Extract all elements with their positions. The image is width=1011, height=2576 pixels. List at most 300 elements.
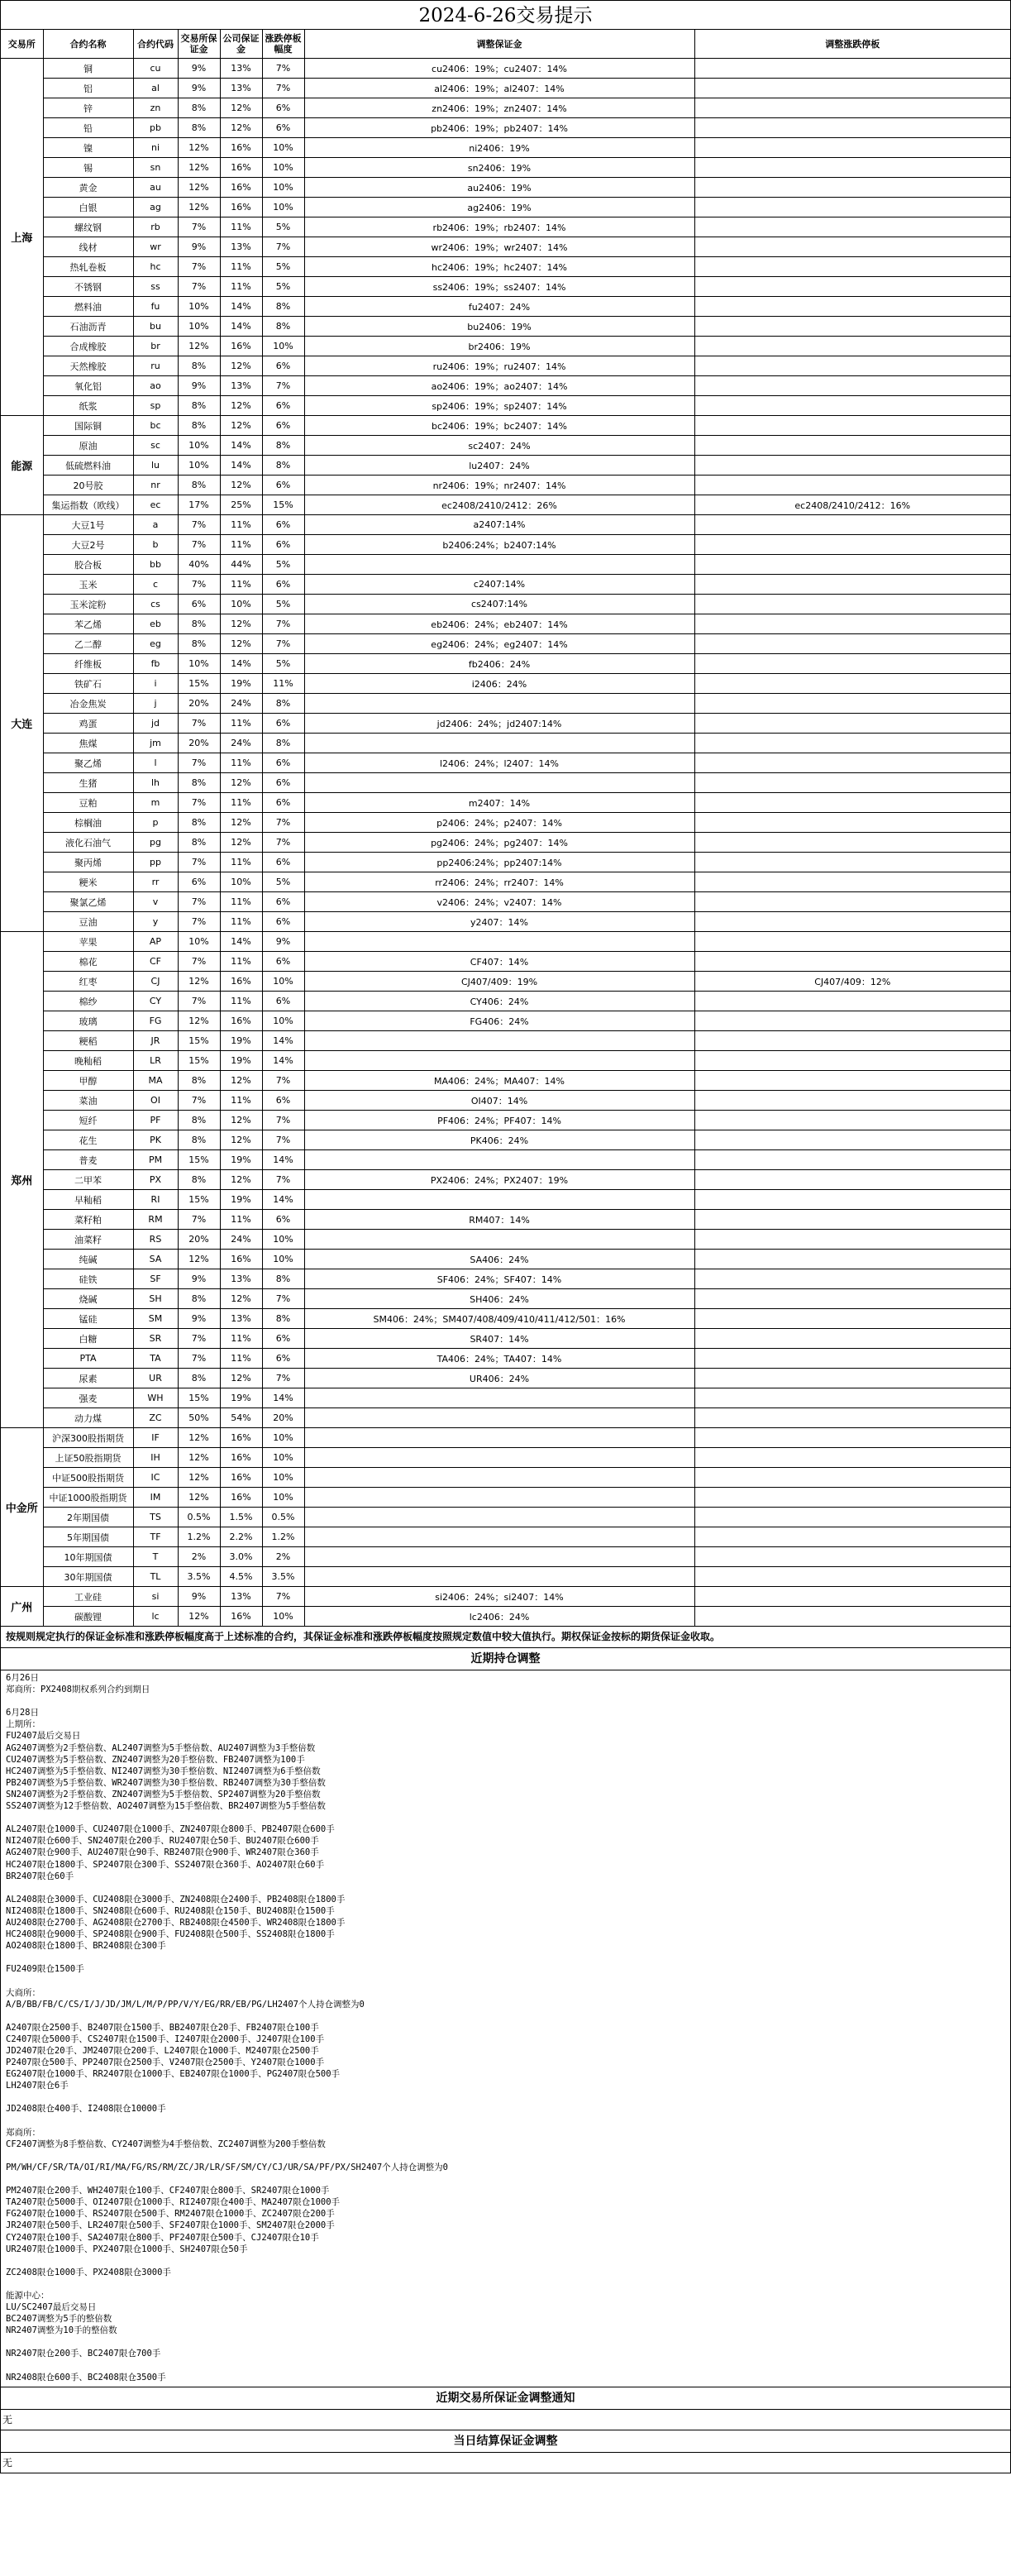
- exchange-margin-cell: 8%: [178, 476, 220, 495]
- contract-name-cell: 集运指数（欧线）: [43, 495, 133, 515]
- limit-range-cell: 10%: [262, 1448, 304, 1468]
- adjusted-limit-cell: [694, 773, 1010, 793]
- company-margin-cell: 10%: [220, 872, 262, 892]
- limit-range-cell: 8%: [262, 297, 304, 317]
- table-row: [1, 793, 1010, 813]
- adjusted-limit-cell: [694, 952, 1010, 972]
- adjusted-margin-cell: CY406：24%: [304, 992, 694, 1011]
- adjusted-margin-cell: [304, 1230, 694, 1250]
- limit-range-cell: 10%: [262, 1011, 304, 1031]
- adjusted-margin-cell: [304, 773, 694, 793]
- contract-name-cell: 花生: [43, 1130, 133, 1150]
- limit-range-cell: 6%: [262, 396, 304, 416]
- adjusted-limit-cell: [694, 694, 1010, 714]
- adjusted-margin-cell: lc2406：24%: [304, 1607, 694, 1627]
- adjusted-limit-cell: [694, 1289, 1010, 1309]
- adjusted-margin-cell: PK406：24%: [304, 1130, 694, 1150]
- limit-range-cell: 7%: [262, 1289, 304, 1309]
- contract-name-cell: 晚籼稻: [43, 1051, 133, 1071]
- adjusted-limit-cell: [694, 1210, 1010, 1230]
- adjusted-margin-cell: fu2407：24%: [304, 297, 694, 317]
- company-margin-cell: 16%: [220, 1488, 262, 1508]
- notice-line: FU2407最后交易日: [6, 1731, 81, 1742]
- adjusted-margin-cell: [304, 932, 694, 952]
- contract-name-cell: 普麦: [43, 1150, 133, 1170]
- contract-name-cell: 粳稻: [43, 1031, 133, 1051]
- adjusted-limit-cell: [694, 1369, 1010, 1388]
- limit-range-cell: 10%: [262, 198, 304, 217]
- adjusted-margin-cell: [304, 1051, 694, 1071]
- limit-range-cell: 6%: [262, 535, 304, 555]
- contract-name-cell: 粳米: [43, 872, 133, 892]
- company-margin-cell: 12%: [220, 773, 262, 793]
- company-margin-cell: 12%: [220, 1289, 262, 1309]
- contract-code-cell: JR: [133, 1031, 178, 1051]
- exchange-margin-cell: 8%: [178, 1170, 220, 1190]
- contract-name-cell: 纯碱: [43, 1250, 133, 1269]
- company-margin-cell: 11%: [220, 515, 262, 535]
- exchange-margin-cell: 15%: [178, 1051, 220, 1071]
- company-margin-cell: 16%: [220, 1250, 262, 1269]
- limit-range-cell: 5%: [262, 654, 304, 674]
- contract-code-cell: OI: [133, 1091, 178, 1111]
- contract-code-cell: TA: [133, 1349, 178, 1369]
- margin-notice-title: 近期交易所保证金调整通知: [1, 2387, 1010, 2410]
- company-margin-cell: 14%: [220, 317, 262, 337]
- company-margin-cell: 13%: [220, 79, 262, 98]
- adjusted-margin-cell: sp2406：19%；sp2407：14%: [304, 396, 694, 416]
- contract-name-cell: 铝: [43, 79, 133, 98]
- notice-line: SN2407调整为2手整倍数、ZN2407调整为5手整倍数、SP2407调整为20手整倍数: [6, 1789, 321, 1799]
- contract-code-cell: p: [133, 813, 178, 833]
- exchange-margin-cell: 2%: [178, 1547, 220, 1567]
- company-margin-cell: 13%: [220, 1269, 262, 1289]
- table-row: [1, 714, 1010, 734]
- adjusted-limit-cell: [694, 1388, 1010, 1408]
- contract-name-cell: 苯乙烯: [43, 614, 133, 634]
- exchange-margin-cell: 7%: [178, 992, 220, 1011]
- table-row: [1, 753, 1010, 773]
- notice-line: HC2407调整为5手整倍数、NI2407调整为30手整倍数、NI2407调整为6手整倍数: [6, 1766, 321, 1776]
- contract-code-cell: UR: [133, 1369, 178, 1388]
- notice-line: HC2407限仓1800手、SP2407限仓300手、SS2407限仓360手、AO2407限仓60手: [6, 1859, 325, 1870]
- company-margin-cell: 11%: [220, 575, 262, 595]
- contract-code-cell: cu: [133, 59, 178, 79]
- adjusted-margin-cell: [304, 1468, 694, 1488]
- table-row: [1, 1388, 1010, 1408]
- table-row: [1, 694, 1010, 714]
- limit-range-cell: 6%: [262, 118, 304, 138]
- exchange-cell: 上海: [1, 59, 43, 416]
- company-margin-cell: 11%: [220, 1091, 262, 1111]
- contract-name-cell: 工业硅: [43, 1587, 133, 1607]
- contract-name-cell: 中证1000股指期货: [43, 1488, 133, 1508]
- company-margin-cell: 3.0%: [220, 1547, 262, 1567]
- adjusted-margin-cell: [304, 1190, 694, 1210]
- company-margin-cell: 12%: [220, 1111, 262, 1130]
- adjusted-margin-cell: [304, 1408, 694, 1428]
- contract-code-cell: fu: [133, 297, 178, 317]
- contract-code-cell: SR: [133, 1329, 178, 1349]
- notice-line: NR2407调整为10手的整倍数: [6, 2325, 117, 2336]
- contract-name-cell: 锌: [43, 98, 133, 118]
- contract-code-cell: jd: [133, 714, 178, 734]
- exchange-margin-cell: 1.2%: [178, 1527, 220, 1547]
- contract-name-cell: 动力煤: [43, 1408, 133, 1428]
- adjusted-margin-cell: [304, 555, 694, 575]
- limit-range-cell: 6%: [262, 992, 304, 1011]
- exchange-margin-cell: 9%: [178, 376, 220, 396]
- exchange-margin-cell: 8%: [178, 614, 220, 634]
- limit-range-cell: 14%: [262, 1051, 304, 1071]
- adjusted-limit-cell: [694, 1190, 1010, 1210]
- company-margin-cell: 12%: [220, 396, 262, 416]
- header-adj-limit: 调整涨跌停板: [694, 30, 1010, 59]
- limit-range-cell: 7%: [262, 614, 304, 634]
- exchange-margin-cell: 15%: [178, 1190, 220, 1210]
- exchange-margin-cell: 7%: [178, 257, 220, 277]
- adjusted-margin-cell: sc2407：24%: [304, 436, 694, 456]
- notice-line: AO2408限仓1800手、BR2408限仓300手: [6, 1941, 166, 1952]
- company-margin-cell: 12%: [220, 813, 262, 833]
- adjusted-limit-cell: [694, 1269, 1010, 1289]
- recent-position-body: [1, 1670, 1010, 2387]
- adjusted-margin-cell: ec2408/2410/2412：26%: [304, 495, 694, 515]
- adjusted-limit-cell: [694, 257, 1010, 277]
- contract-code-cell: TF: [133, 1527, 178, 1547]
- adjusted-margin-cell: hc2406：19%；hc2407：14%: [304, 257, 694, 277]
- contract-code-cell: SF: [133, 1269, 178, 1289]
- table-row: [1, 813, 1010, 833]
- notice-line: [6, 2150, 1005, 2162]
- notice-line: NI2407限仓600手、SN2407限仓200手、RU2407限仓50手、BU2407限仓600手: [6, 1836, 319, 1847]
- exchange-margin-cell: 7%: [178, 912, 220, 932]
- notice-line: PM/WH/CF/SR/TA/OI/RI/MA/FG/RS/RM/ZC/JR/LR/SF/SM/CY/CJ/UR/SA/PF/PX/SH2407个人持仓调整为0: [6, 2162, 448, 2172]
- company-margin-cell: 14%: [220, 654, 262, 674]
- contract-name-cell: 氧化铝: [43, 376, 133, 396]
- notice-line: PM2407限仓200手、WH2407限仓100手、CF2407限仓800手、SR2407限仓1000手: [6, 2186, 330, 2196]
- limit-range-cell: 10%: [262, 1230, 304, 1250]
- contract-name-cell: 液化石油气: [43, 833, 133, 853]
- adjusted-margin-cell: v2406：24%；v2407：14%: [304, 892, 694, 912]
- limit-range-cell: 10%: [262, 1607, 304, 1627]
- contract-code-cell: sn: [133, 158, 178, 178]
- adjusted-margin-cell: au2406：19%: [304, 178, 694, 198]
- contract-name-cell: 玻璃: [43, 1011, 133, 1031]
- adjusted-margin-cell: FG406：24%: [304, 1011, 694, 1031]
- table-row: [1, 912, 1010, 932]
- contract-code-cell: IC: [133, 1468, 178, 1488]
- company-margin-cell: 11%: [220, 793, 262, 813]
- table-row: [1, 98, 1010, 118]
- table-row: [1, 436, 1010, 456]
- contract-name-cell: 尿素: [43, 1369, 133, 1388]
- adjusted-limit-cell: [694, 714, 1010, 734]
- company-margin-cell: 11%: [220, 912, 262, 932]
- adjusted-margin-cell: [304, 1388, 694, 1408]
- table-row: [1, 257, 1010, 277]
- contract-code-cell: RS: [133, 1230, 178, 1250]
- table-row: [1, 158, 1010, 178]
- limit-range-cell: 10%: [262, 972, 304, 992]
- company-margin-cell: 19%: [220, 674, 262, 694]
- contract-code-cell: PX: [133, 1170, 178, 1190]
- table-row: [1, 1607, 1010, 1627]
- limit-range-cell: 6%: [262, 1349, 304, 1369]
- company-margin-cell: 12%: [220, 1170, 262, 1190]
- limit-range-cell: 14%: [262, 1031, 304, 1051]
- limit-range-cell: 14%: [262, 1190, 304, 1210]
- company-margin-cell: 11%: [220, 277, 262, 297]
- contract-code-cell: PK: [133, 1130, 178, 1150]
- adjusted-limit-cell: [694, 198, 1010, 217]
- adjusted-margin-cell: l2406：24%；l2407：14%: [304, 753, 694, 773]
- notice-line: [6, 2255, 1005, 2267]
- adjusted-margin-cell: rr2406：24%；rr2407：14%: [304, 872, 694, 892]
- company-margin-cell: 11%: [220, 1349, 262, 1369]
- contract-code-cell: SA: [133, 1250, 178, 1269]
- contract-name-cell: 棉花: [43, 952, 133, 972]
- table-row: [1, 634, 1010, 654]
- contract-name-cell: 苹果: [43, 932, 133, 952]
- adjusted-margin-cell: pg2406：24%；pg2407：14%: [304, 833, 694, 853]
- contract-code-cell: PM: [133, 1150, 178, 1170]
- header-name: 合约名称: [43, 30, 133, 59]
- contract-name-cell: 早籼稻: [43, 1190, 133, 1210]
- adjusted-margin-cell: a2407:14%: [304, 515, 694, 535]
- contract-name-cell: 合成橡胶: [43, 337, 133, 356]
- contract-code-cell: RI: [133, 1190, 178, 1210]
- margin-table: [1, 30, 1010, 1627]
- exchange-margin-cell: 0.5%: [178, 1508, 220, 1527]
- table-row: [1, 118, 1010, 138]
- notice-line: [6, 1695, 1005, 1707]
- adjusted-margin-cell: bu2406：19%: [304, 317, 694, 337]
- company-margin-cell: 12%: [220, 614, 262, 634]
- adjusted-margin-cell: cs2407:14%: [304, 595, 694, 614]
- notice-line: A2407限仓2500手、B2407限仓1500手、BB2407限仓20手、FB2407限仓100手: [6, 2022, 319, 2033]
- exchange-margin-cell: 8%: [178, 396, 220, 416]
- exchange-margin-cell: 12%: [178, 178, 220, 198]
- exchange-margin-cell: 12%: [178, 1011, 220, 1031]
- company-margin-cell: 11%: [220, 257, 262, 277]
- notice-line: ZC2408限仓1000手、PX2408限仓3000手: [6, 2267, 171, 2277]
- adjusted-margin-cell: CJ407/409：19%: [304, 972, 694, 992]
- contract-name-cell: 石油沥青: [43, 317, 133, 337]
- notice-line: NI2408限仓1800手、SN2408限仓600手、RU2408限仓150手、BU2408限仓1500手: [6, 1905, 335, 1916]
- limit-range-cell: 20%: [262, 1408, 304, 1428]
- contract-name-cell: 生猪: [43, 773, 133, 793]
- table-row: [1, 1031, 1010, 1051]
- table-row: [1, 1091, 1010, 1111]
- contract-name-cell: 10年期国债: [43, 1547, 133, 1567]
- company-margin-cell: 24%: [220, 1230, 262, 1250]
- exchange-margin-cell: 6%: [178, 872, 220, 892]
- exchange-margin-cell: 7%: [178, 1210, 220, 1230]
- table-row: [1, 356, 1010, 376]
- company-margin-cell: 1.5%: [220, 1508, 262, 1527]
- exchange-margin-cell: 9%: [178, 1309, 220, 1329]
- table-row: [1, 1508, 1010, 1527]
- contract-code-cell: j: [133, 694, 178, 714]
- adjusted-limit-cell: [694, 416, 1010, 436]
- adjusted-limit-cell: [694, 1488, 1010, 1508]
- limit-range-cell: 7%: [262, 376, 304, 396]
- adjusted-limit-cell: CJ407/409：12%: [694, 972, 1010, 992]
- contract-name-cell: 红枣: [43, 972, 133, 992]
- adjusted-margin-cell: [304, 1508, 694, 1527]
- adjusted-limit-cell: [694, 337, 1010, 356]
- contract-name-cell: 热轧卷板: [43, 257, 133, 277]
- adjusted-limit-cell: [694, 1349, 1010, 1369]
- table-row: [1, 595, 1010, 614]
- notice-line: A/B/BB/FB/C/CS/I/J/JD/JM/L/M/P/PP/V/Y/EG/RR/EB/PG/LH2407个人持仓调整为0: [6, 1999, 365, 2010]
- contract-name-cell: 棕榈油: [43, 813, 133, 833]
- exchange-cell: 能源: [1, 416, 43, 515]
- contract-name-cell: 沪深300股指期货: [43, 1428, 133, 1448]
- contract-code-cell: pb: [133, 118, 178, 138]
- table-row: [1, 1329, 1010, 1349]
- company-margin-cell: 12%: [220, 1071, 262, 1091]
- contract-code-cell: CY: [133, 992, 178, 1011]
- notice-line: 大商所：: [6, 1987, 41, 1998]
- adjusted-limit-cell: [694, 912, 1010, 932]
- adjusted-limit-cell: [694, 932, 1010, 952]
- company-margin-cell: 54%: [220, 1408, 262, 1428]
- adjusted-margin-cell: OI407：14%: [304, 1091, 694, 1111]
- contract-code-cell: rb: [133, 217, 178, 237]
- company-margin-cell: 16%: [220, 198, 262, 217]
- adjusted-limit-cell: [694, 1448, 1010, 1468]
- notice-line: LH2407限仓6手: [6, 2081, 69, 2091]
- table-row: [1, 1210, 1010, 1230]
- limit-range-cell: 6%: [262, 793, 304, 813]
- notice-line: P2407限仓500手、PP2407限仓2500手、V2407限仓2500手、Y2407限仓1000手: [6, 2057, 325, 2068]
- notice-line: 6月26日: [6, 1673, 39, 1683]
- contract-name-cell: 5年期国债: [43, 1527, 133, 1547]
- adjusted-limit-cell: [694, 1051, 1010, 1071]
- adjusted-margin-cell: sn2406：19%: [304, 158, 694, 178]
- contract-name-cell: 螺纹钢: [43, 217, 133, 237]
- exchange-margin-cell: 6%: [178, 595, 220, 614]
- contract-code-cell: IF: [133, 1428, 178, 1448]
- settlement-body: 无: [1, 2453, 1010, 2473]
- company-margin-cell: 16%: [220, 1011, 262, 1031]
- table-row: [1, 992, 1010, 1011]
- company-margin-cell: 16%: [220, 1428, 262, 1448]
- adjusted-margin-cell: rb2406：19%；rb2407：14%: [304, 217, 694, 237]
- limit-range-cell: 10%: [262, 178, 304, 198]
- contract-code-cell: br: [133, 337, 178, 356]
- notice-line: [6, 1952, 1005, 1963]
- adjusted-limit-cell: [694, 1508, 1010, 1527]
- exchange-margin-cell: 40%: [178, 555, 220, 575]
- limit-range-cell: 6%: [262, 952, 304, 972]
- table-row: [1, 476, 1010, 495]
- limit-range-cell: 5%: [262, 217, 304, 237]
- limit-range-cell: 15%: [262, 495, 304, 515]
- contract-name-cell: 聚氯乙烯: [43, 892, 133, 912]
- adjusted-limit-cell: [694, 1547, 1010, 1567]
- table-row: [1, 456, 1010, 476]
- contract-name-cell: 天然橡胶: [43, 356, 133, 376]
- contract-name-cell: 铅: [43, 118, 133, 138]
- exchange-margin-cell: 20%: [178, 1230, 220, 1250]
- exchange-margin-cell: 8%: [178, 634, 220, 654]
- limit-range-cell: 6%: [262, 515, 304, 535]
- table-row: [1, 853, 1010, 872]
- contract-name-cell: 菜籽粕: [43, 1210, 133, 1230]
- notice-line: CU2407调整为5手整倍数、ZN2407调整为20手整倍数、FB2407调整为100手: [6, 1754, 305, 1765]
- table-row: [1, 833, 1010, 853]
- contract-name-cell: 不锈钢: [43, 277, 133, 297]
- exchange-margin-cell: 10%: [178, 654, 220, 674]
- table-row: [1, 79, 1010, 98]
- company-margin-cell: 13%: [220, 237, 262, 257]
- contract-name-cell: 玉米淀粉: [43, 595, 133, 614]
- contract-code-cell: v: [133, 892, 178, 912]
- exchange-margin-cell: 7%: [178, 853, 220, 872]
- exchange-margin-cell: 8%: [178, 773, 220, 793]
- exchange-margin-cell: 7%: [178, 1349, 220, 1369]
- limit-range-cell: 7%: [262, 634, 304, 654]
- contract-code-cell: pg: [133, 833, 178, 853]
- notice-line: HC2408限仓9000手、SP2408限仓900手、FU2408限仓500手、SS2408限仓1800手: [6, 1929, 335, 1940]
- company-margin-cell: 16%: [220, 1448, 262, 1468]
- contract-code-cell: si: [133, 1587, 178, 1607]
- contract-code-cell: ni: [133, 138, 178, 158]
- adjusted-limit-cell: [694, 575, 1010, 595]
- contract-name-cell: 白糖: [43, 1329, 133, 1349]
- adjusted-limit-cell: ec2408/2410/2412：16%: [694, 495, 1010, 515]
- notice-line: [6, 2010, 1005, 2022]
- contract-name-cell: 烧碱: [43, 1289, 133, 1309]
- limit-range-cell: 10%: [262, 138, 304, 158]
- contract-code-cell: rr: [133, 872, 178, 892]
- header-co-margin: 公司保证金: [220, 30, 262, 59]
- adjusted-limit-cell: [694, 1587, 1010, 1607]
- notice-line: C2407限仓5000手、CS2407限仓1500手、I2407限仓2000手、J2407限仓100手: [6, 2034, 325, 2044]
- table-row: [1, 396, 1010, 416]
- adjusted-margin-cell: ss2406：19%；ss2407：14%: [304, 277, 694, 297]
- notice-line: NR2407限仓200手、BC2407限仓700手: [6, 2349, 161, 2359]
- adjusted-limit-cell: [694, 1031, 1010, 1051]
- limit-range-cell: 7%: [262, 833, 304, 853]
- limit-range-cell: 6%: [262, 912, 304, 932]
- exchange-margin-cell: 8%: [178, 813, 220, 833]
- adjusted-limit-cell: [694, 1230, 1010, 1250]
- company-margin-cell: 44%: [220, 555, 262, 575]
- recent-position-title: 近期持仓调整: [1, 1648, 1010, 1670]
- adjusted-margin-cell: ru2406：19%；ru2407：14%: [304, 356, 694, 376]
- table-row: [1, 1230, 1010, 1250]
- contract-name-cell: 燃料油: [43, 297, 133, 317]
- contract-code-cell: TS: [133, 1508, 178, 1527]
- adjusted-margin-cell: RM407：14%: [304, 1210, 694, 1230]
- adjusted-limit-cell: [694, 734, 1010, 753]
- contract-name-cell: 短纤: [43, 1111, 133, 1130]
- table-row: [1, 952, 1010, 972]
- contract-code-cell: pp: [133, 853, 178, 872]
- company-margin-cell: 12%: [220, 1130, 262, 1150]
- company-margin-cell: 11%: [220, 217, 262, 237]
- company-margin-cell: 12%: [220, 833, 262, 853]
- adjusted-limit-cell: [694, 595, 1010, 614]
- notice-line: PB2407调整为5手整倍数、WR2407调整为30手整倍数、RB2407调整为30手整倍数: [6, 1777, 326, 1788]
- exchange-margin-cell: 7%: [178, 793, 220, 813]
- limit-range-cell: 7%: [262, 1111, 304, 1130]
- notice-line: CY2407限仓100手、SA2407限仓800手、PF2407限仓500手、CJ2407限仓10手: [6, 2232, 319, 2243]
